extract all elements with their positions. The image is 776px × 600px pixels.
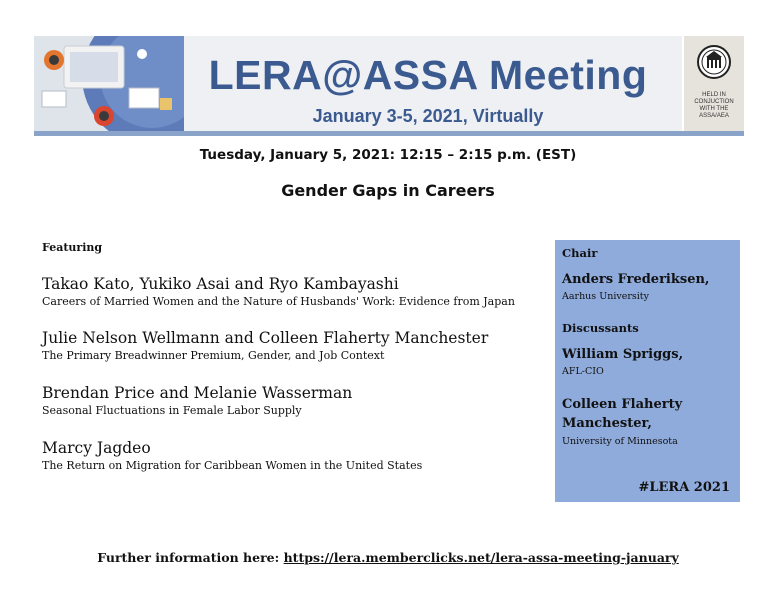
- chair-name: Anders Frederiksen,: [562, 272, 710, 287]
- paper-item: [42, 438, 542, 473]
- banner-bottom-bar: [34, 131, 744, 136]
- paper-authors: Julie Nelson Wellmann and Colleen Flaherty Manchester: [42, 329, 489, 347]
- paper-authors: Takao Kato, Yukiko Asai and Ryo Kambayashi: [42, 275, 399, 293]
- discussant-affiliation: AFL-CIO: [562, 366, 604, 377]
- discussant-name: Manchester,: [562, 416, 652, 431]
- chair-label: Chair: [562, 246, 598, 260]
- paper-title: The Primary Breadwinner Premium, Gender, and Job Context: [42, 349, 385, 362]
- sidebar-panel: [555, 240, 740, 502]
- session-title: Gender Gaps in Careers: [281, 181, 495, 200]
- discussant-name: William Spriggs,: [562, 347, 684, 362]
- seal-text: [684, 92, 744, 120]
- chair-affiliation: Aarhus University: [562, 291, 649, 302]
- session-date: Tuesday, January 5, 2021: 12:15 – 2:15 p.m. (EST): [199, 147, 577, 163]
- featuring-label: Featuring: [42, 241, 103, 254]
- paper-item: [42, 383, 542, 418]
- paper-title: Seasonal Fluctuations in Female Labor Supply: [42, 404, 302, 417]
- paper-item: [42, 328, 542, 363]
- footer: [0, 550, 776, 565]
- seal-text-line: CONJUCTION: [694, 99, 734, 105]
- seal-text-line: ASSA/AEA: [699, 113, 729, 119]
- banner-subtitle: January 3-5, 2021, Virtually: [312, 106, 544, 126]
- discussant-name: Colleen Flaherty: [562, 397, 683, 412]
- paper-title: The Return on Migration for Caribbean Women in the United States: [42, 459, 423, 472]
- footer-prefix: Further information here:: [97, 550, 284, 565]
- banner: [34, 36, 744, 136]
- seal-text-line: WITH THE: [699, 106, 729, 112]
- paper-title: Careers of Married Women and the Nature of Husbands' Work: Evidence from Japan: [42, 295, 515, 308]
- paper-item: [42, 274, 542, 309]
- paper-authors: Brendan Price and Melanie Wasserman: [42, 384, 353, 402]
- banner-title: LERA@ASSA Meeting: [208, 52, 648, 98]
- footer-link[interactable]: https://lera.memberclicks.net/lera-assa-meeting-january: [283, 550, 679, 565]
- assa-seal-icon: [696, 44, 732, 84]
- desk-illustration-icon: [34, 36, 184, 131]
- hashtag: #LERA 2021: [638, 480, 730, 495]
- seal-text-line: HELD IN: [702, 92, 726, 98]
- discussant-affiliation: University of Minnesota: [562, 436, 678, 447]
- paper-authors: Marcy Jagdeo: [42, 439, 151, 457]
- discussants-label: Discussants: [562, 321, 639, 335]
